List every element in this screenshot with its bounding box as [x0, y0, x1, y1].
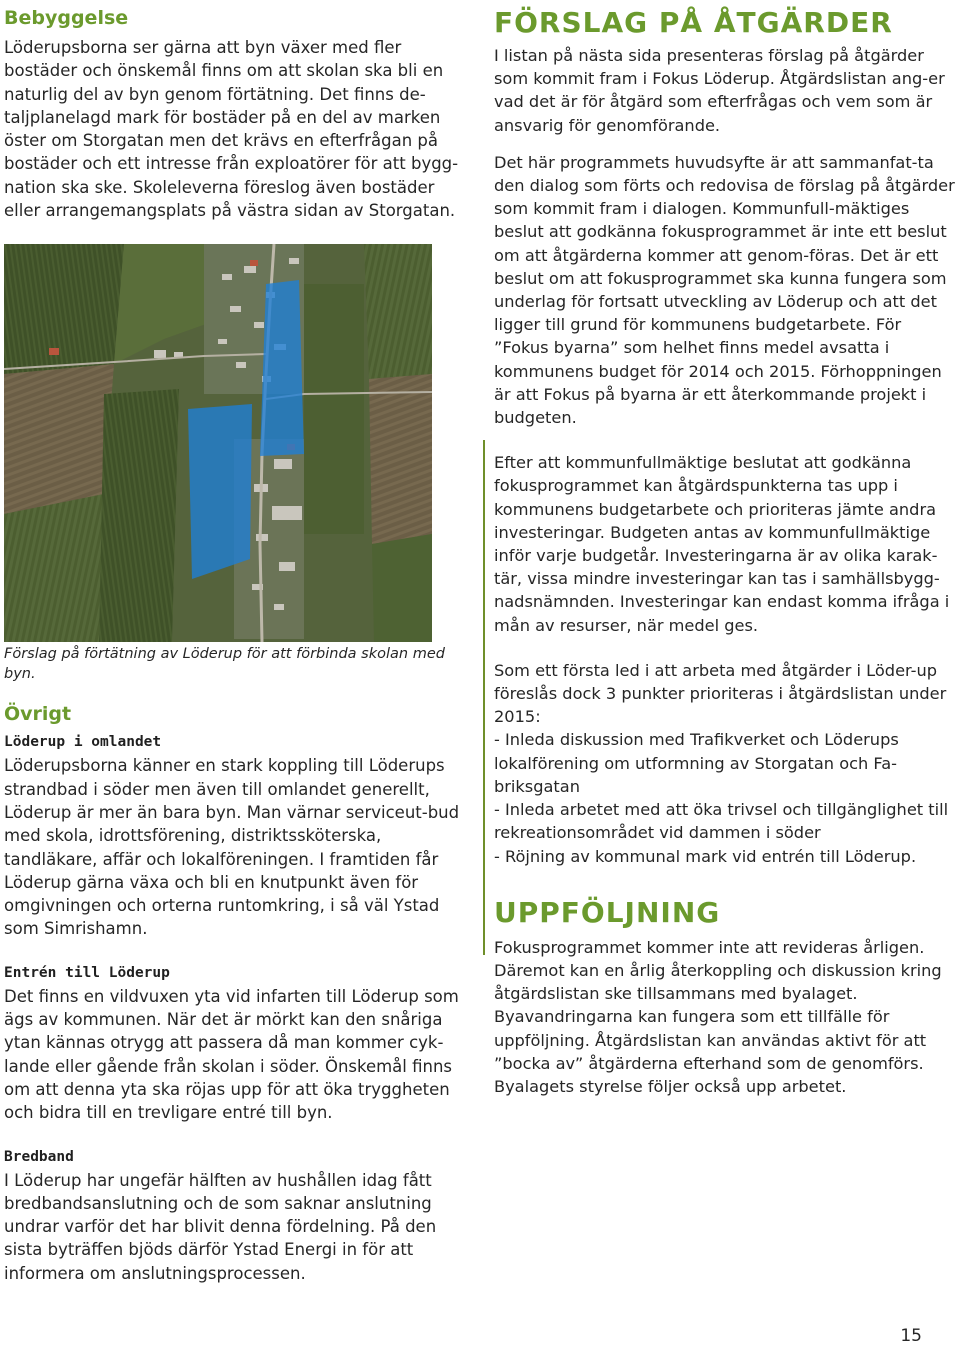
field-east-strip [304, 284, 364, 534]
forslag-paragraph-1: I listan på nästa sida presenteras förslag på åtgärder som kommit fram i Fokus Löderup. Åtgärdslistan ang-er vad det är för åtgärd som efterfrågas och vem som är ansvarig för genomförande. [494, 46, 945, 135]
field-w-brown [4, 364, 114, 514]
aerial-photo-map [4, 244, 432, 642]
forslag-paragraph-4: Som ett första led i att arbeta med åtgärder i Löder-up föreslås dock 3 punkter prioriteras i åtgärdslistan under 2015: [494, 660, 947, 727]
aerial-photo [4, 244, 432, 642]
entren-subheading: Entrén till Löderup [4, 964, 170, 981]
bredband-text: I Löderup har ungefär hälften av hushållen idag fått bredbandsanslutning och de som saknar anslutning undrar varför det har blivit denna fördelning. På den sista byträffen bjöds därför Ystad Energi in för att informera om anslutningsprocessen. [4, 1170, 437, 1283]
field-ne [364, 244, 432, 379]
uppfoljning-heading: UPPFÖLJNING [494, 895, 721, 929]
forslag-heading: FÖRSLAG PÅ ÅTGÄRDER [494, 6, 893, 39]
photo-caption: Förslag på förtätning av Löderup för att förbinda skolan med byn. [4, 646, 445, 683]
omlandet-subheading: Löderup i omlandet [4, 734, 162, 751]
field-se [372, 534, 432, 642]
left-column [4, 6, 472, 1285]
field-e-brown [369, 374, 432, 544]
uppfoljning-text: Fokusprogrammet kommer inte att revideras årligen. Däremot kan en årlig återkoppling och diskussion kring åtgärdslistan ske tillsammans med byalaget. Byavandringarna kan fungera som ett tillfälle för uppföljning. Åtgärdslistan kan användas aktivt för att ”bocka av” åtgärderna efterhand som de genomförs. Byalagets styrelse följer också upp arbetet. [494, 937, 942, 1096]
priority-item-1: - Inleda diskussion med Trafikverket och Löderups lokalförening om utformning av Storgatan och Fa-briksgatan [494, 730, 899, 796]
column-divider [483, 440, 485, 955]
bebyggelse-heading: Bebyggelse [4, 7, 129, 29]
field-nw [4, 244, 124, 374]
entren-text: Det finns en vildvuxen yta vid infarten till Löderup som ägs av kommunen. När det är mörkt kan den snåriga ytan kännas otrygg att passera då man kommer cyk-lande eller gående från skolan i söder. Önskemål finns om att denna yta ska röjas upp för att öka tryggheten och bidra till en trevligare entré till byn. [4, 986, 459, 1123]
red-roof [49, 348, 59, 355]
right-column [494, 6, 956, 1098]
ovrigt-heading: Övrigt [4, 703, 72, 726]
forslag-paragraph-3: Efter att kommunfullmäktige beslutat att godkänna fokusprogrammet kan åtgärdspunkterna tas upp i kommunens budgetarbete och prioriteras jämte andra investeringar. Budgeten antas av kommunfullmäktige inför varje budgetår. Investeringarna är av olika karak-tär, vissa mindre investeringar kan tas i samhällsbygg-nadsnämnden. Investeringar kan endast komma ifråga i mån av resurser, när medel ges. [494, 453, 950, 635]
proposal-area-east [260, 280, 304, 456]
priority-item-2: - Inleda arbetet med att öka trivsel och tillgänglighet till rekreationsområdet vid dammen i söder [494, 800, 949, 843]
forslag-paragraph-2: Det här programmets huvudsyfte är att sammanfat-ta den dialog som förts och redovisa de förslag på åtgärder som kommit fram i dialogen. Kommunfull-mäktiges beslut att godkänna fokusprogrammet är inte ett beslut om att åtgärderna kommer att genom-föras. Det är ett beslut om att fokusprogrammet ska kunna fungera som underlag för fortsatt utveckling av Löderup och att det ligger till grund för kommunens budgetarbete. För ”Fokus byarna” som helhet finns medel avsatta i kommunens budget för 2014 och 2015. Förhoppningen är att Fokus på byarna är ett återkommande projekt i budgeten. [494, 152, 955, 428]
red-roof [250, 260, 258, 266]
omlandet-text: Löderupsborna känner en stark koppling till Löderups strandbad i söder men även till omlandet generellt, Löderup är mer än bara byn. Man värnar serviceut-bud med skola, idrottsförening, distriktssköterska, tandläkare, affär och lokalföreningen. I framtiden får Löderup gärna växa och bli en knutpunkt även för omgivningen och orterna runtomkring, i så väl Ystad som Simrishamn. [4, 756, 460, 939]
bredband-subheading: Bredband [4, 1148, 74, 1165]
page-number: 15 [900, 1326, 922, 1346]
field-sw [4, 494, 104, 642]
bebyggelse-text: Löderupsborna ser gärna att byn växer med fler bostäder och önskemål finns om att skolan ska bli en naturlig del av byn genom förtätning. Det finns de-taljplanelagd mark för bostäder på en del av marken öster om Storgatan men det krävs en efterfrågan på bostäder och ett intresse från exploatörer för att bygg-nation ska ske. Skoleleverna föreslog även bostäder eller arrangemangsplats på västra sidan av Storgatan. [4, 38, 459, 221]
priority-item-3: - Röjning av kommunal mark vid entrén till Löderup. [494, 846, 917, 866]
proposal-area-west [188, 404, 252, 579]
field-center-west [99, 389, 179, 642]
